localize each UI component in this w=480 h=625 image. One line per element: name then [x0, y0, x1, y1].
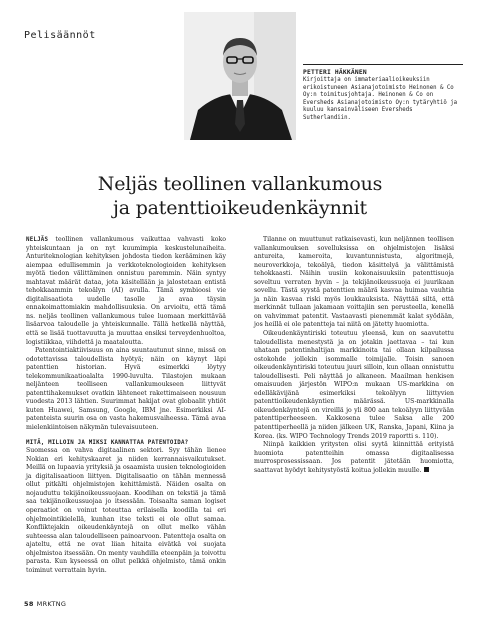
body-column-right: [254, 236, 454, 475]
headline: [0, 172, 480, 220]
section-label: Pelisäännöt: [24, 30, 96, 41]
magazine-name: MRKTNG: [36, 600, 67, 608]
end-mark: [424, 467, 429, 472]
headline-line-1: Neljäs teollinen vallankumous: [97, 173, 383, 195]
paragraph-text: teollinen vallankumous vaikuttaa vahvasti koko yhteiskuntaan ja on nyt kuumimpia keskustelunaiheita. Anturiteknologian kehityksen johdosta tiedon kerääminen käy aiempaa edullisemmin ja verkkoteknologioiden kehityksen myötä tiedon välittäminen onnistuu paremmin. Näin syntyy mahtavat määrät dataa, jota käsitellään ja jalostetaan entistä tehokkaammin tekoälyn (AI) avulla. Tämä symbioosi vie digitalisaatiota uudelle tasolle ja avaa täysin ennakoimattomiakin mahdollisuuksia. On arvioitu, että tämä ns. neljäs teollinen vallankumous tulee luomaan merkittävää lisäarvoa taloudelle ja yhteiskunnalle. Tällä hetkellä näyttää, että se lisää tuottavuutta ja muuttaa ensiksi terveydenhuoltoa, logistiikkaa, viihdettä ja maataloutta.: [26, 236, 226, 346]
body-paragraph: Oikeudenkäyntiriski toteutuu yleensä, kun on saavutettu taloudellista menestystä ja on jotakin jaettavaa – tai kun uhataan patentinhaltijan markkinoita tai ollaan kilpailussa ostokohde jollekin isommalle toimijalle. Toisin sanoen oikeudenkäyntiriski toteutuu juuri silloin, kun ollaan onnistuttu taloudellisesti. Peli näyttää jo alkaneen. Maailman henkisen omaisuuden järjestön WIPO:n mukaan US-markkina on edelläkävijänä esimerkiksi tekoälyyn liittyvien patenttioikeudenkäyntien määrässä. US-markkinalla oikeudenkäyntejä on vireillä jo yli 800 aan tekoälyyn liittyvään patenttiperheeseen. Kakkosena tulee Saksa alle 200 patenttiperheellä ja niiden jälkeen UK, Ranska, Japani, Kiina ja Korea. (ks. WIPO Technology Trends 2019 raportti s. 110).: [254, 330, 454, 440]
page-footer: [24, 600, 66, 608]
author-box: [303, 64, 463, 122]
headline-line-2: ja patenttioikeudenkäynnit: [113, 197, 367, 219]
body-paragraph: Tilanne on muuttunut ratkaisevasti, kun neljännen teollisen vallankumouksen sovelluksissa on ohjelmistojen lisäksi antureita, kameroita, kuvantunnistusta, algoritmejä, neuroverkkoja, tekoälyä, tiedon käsittelyä ja välittämistä tehokkaasti. Näihin uusiin kokonaisuuksiin patenttisuoja soveltuu verraten hyvin – ja tekijänoikeussuoja ei juurikaan sovellu. Tästä syystä patenttien määrä kasvaa huimaa vauhtia ja näin kasvaa riski myös loukkauksista. Näyttää siltä, että merkinnät tullaan jakamaan voittajiin sen perusteella, kenellä on vahvimmat patentit. Vastaavasti pienemmät kalat syödään, jos heillä ei ole patentteja tai niitä on jätetty huomiotta.: [254, 236, 454, 329]
body-paragraph: [26, 236, 226, 347]
body-paragraph: Patentointiaktiivisuus on aina suuntautunut sinne, missä on odotettavissa taloudellista hyötyä; näin on käynyt läpi patenttien historian. Hyvä esimerkki löytyy telekommunikaatioalalta 1990-luvulta. Tilastojen mukaan neljänteen teolliseen vallankumoukseen liittyvät patenttihakemukset ovatkin lähteneet rakettimaiseen nousuun vuodesta 2013 lähtien. Suurimmat hakijat ovat globaalit yhtiöt kuten Huawei, Samsung, Google, IBM jne. Esimerkiksi AI-patenteista suurin osa on vasta hakemusvaiheessa. Tämä avaa mielenkiintoisen näkymän tulevaisuuteen.: [26, 347, 226, 432]
body-paragraph-continued: Suomessa on vahva digitaalinen sektori. Syy tähän lienee Nokian eri kehityskaaret ja niiden kerrannaisvaikutukset. Meillä on lupaavia yrityksiä ja osaamista uusien teknologioiden ja digitalisaatioon liittyen. Digitalisaatio on tähän mennessä ollut pitkälti ohjelmistojen kehittämistä. Näiden osalta on nojauduttu tekijänoikeussuojaan. Koodihan on tekstiä ja tämä saa tekijänoikeussuojaa jo itsessään. Toisaalta saman logiset operaatiot on voinut toteuttaa erilaisella koodilla tai eri ohjelmointikielellä, kunhan itse teksti ei ole ollut samaa. Konfliktejakin oikeudenkäyntejä on ollut melko vähän suhteessa alan taloudelliseen painoarvoon. Patentteja osalta on ajateltu, että ne ovat liian hitaita eivätkä voi suojata ohjelmistoa itsessään. On menty vauhdilla eteenpäin ja toivottu parasta. Kun kyseessä on ollut pelkkä ohjelmisto, tämä onkin toiminut verrattain hyvin.: [26, 447, 226, 574]
paragraph-text: Niinpä kaikkien yritysten olisi syytä kiinnittää erityistä huomiota patentteihin omassa digitaalisessa murrosprosessissaan. Jos patentit jätetään huomiotta, saattavat hyödyt kehitystyöstä koitua jollekin muulle.: [254, 441, 454, 474]
body-column-left: [26, 236, 226, 574]
author-photo: [184, 12, 296, 140]
page-number: 58: [24, 600, 34, 608]
subheading: MITÄ, MILLOIN JA MIKSI KANNATTAA PATENTOIDA?: [26, 439, 189, 446]
lead-word: NELJÄS: [26, 237, 49, 243]
body-paragraph-final: [254, 441, 454, 475]
author-bio: Kirjoittaja on immateriaalioikeuksiin erikoistuneen Asianajotoimisto Heinonen & Co Oy:n toimitusjohtaja. Heinonen & Co on Eversheds Asianajotoimisto Oy:n tytäryhtiö ja kuuluu kansainväliseen Eversheds Sutherlandiin.: [303, 77, 458, 121]
author-name: PETTERI HÄKKÄNEN: [303, 69, 367, 76]
